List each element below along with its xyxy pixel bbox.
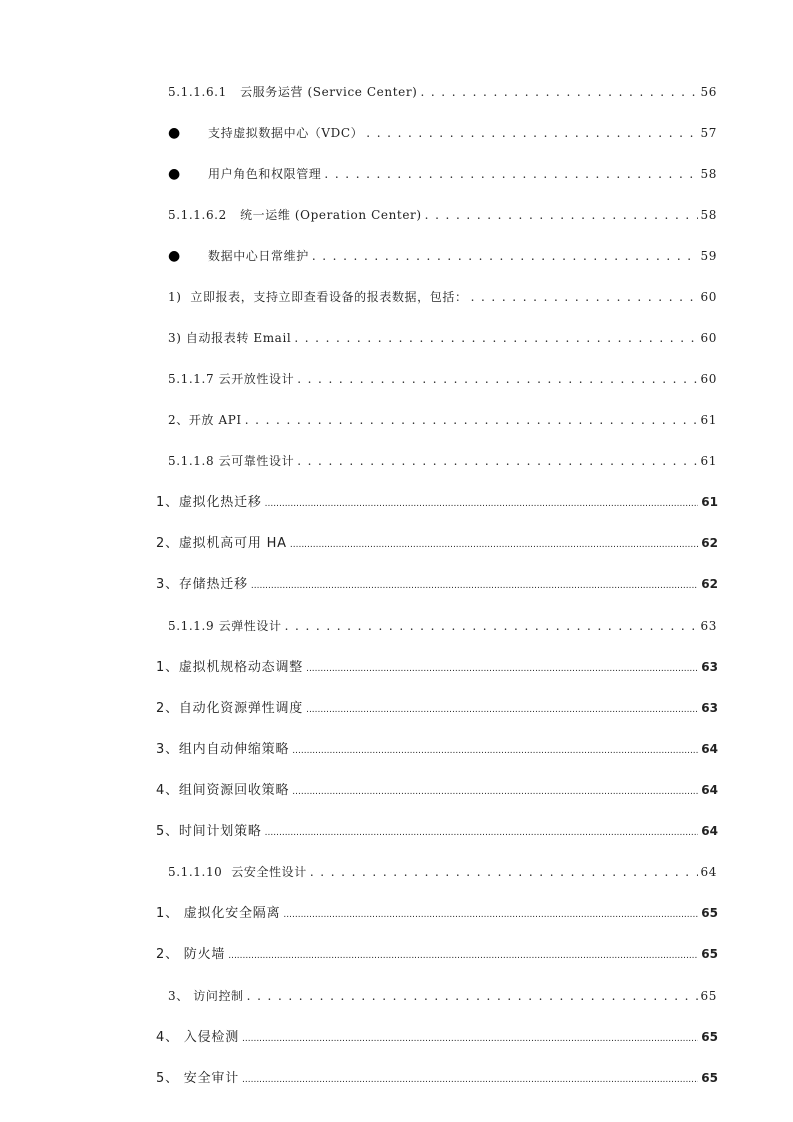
- toc-entry-title: 3、组内自动伸缩策略: [156, 742, 290, 757]
- toc-page-number: 65: [701, 947, 718, 961]
- toc-page-number: 62: [701, 536, 718, 550]
- toc-page-number: 64: [701, 824, 718, 838]
- toc-entry-user-roles[interactable]: [168, 164, 717, 184]
- toc-entry-title: 3、存储热迁移: [156, 577, 248, 592]
- toc-page-number: 65: [701, 1030, 718, 1044]
- toc-entry-cloud-reliability[interactable]: [168, 451, 717, 471]
- toc-entry-open-api[interactable]: [168, 410, 717, 430]
- toc-leader-dots: [290, 534, 698, 553]
- toc-leader-dots: [312, 246, 698, 266]
- toc-page-number: 58: [700, 208, 717, 222]
- toc-entry-title: 5.1.1.8 云可靠性设计: [168, 454, 295, 468]
- toc-entry-title: 1、 虚拟化安全隔离: [156, 906, 281, 921]
- toc-page-number: 64: [701, 742, 718, 756]
- toc-entry-title: 5、 安全审计: [156, 1071, 240, 1086]
- toc-entry-title: 1、虚拟化热迁移: [156, 495, 262, 510]
- toc-leader-dots: [310, 862, 698, 882]
- toc-page-number: 60: [700, 331, 717, 345]
- toc-leader-dots: [420, 82, 697, 102]
- toc-leader-dots: [425, 205, 698, 225]
- toc-entry-service-center[interactable]: [168, 82, 717, 102]
- toc-entry-title: 4、 入侵检测: [156, 1030, 240, 1045]
- toc-leader-dots: [306, 658, 698, 677]
- toc-entry-virtual-isolation[interactable]: [156, 903, 718, 923]
- toc-entry-auto-scheduling[interactable]: [156, 698, 718, 718]
- toc-page-number: 63: [701, 660, 718, 674]
- toc-entry-title: 5.1.1.6.1 云服务运营 (Service Center): [168, 85, 418, 99]
- toc-entry-title: 5、时间计划策略: [156, 824, 262, 839]
- toc-entry-title: 2、虚拟机高可用 HA: [156, 536, 287, 551]
- toc-entry-title: 5.1.1.6.2 统一运维 (Operation Center): [168, 208, 422, 222]
- toc-entry-title: 2、 防火墙: [156, 947, 226, 962]
- toc-page-number: 61: [700, 413, 717, 427]
- toc-leader-dots: [294, 328, 697, 348]
- toc-entry-title: 支持虚拟数据中心（VDC）: [208, 126, 364, 140]
- toc-entry-title: 5.1.1.9 云弹性设计: [168, 619, 282, 633]
- toc-leader-dots: [306, 699, 698, 718]
- toc-entry-access-control[interactable]: [168, 986, 717, 1006]
- toc-leader-dots: [366, 123, 697, 143]
- toc-page-number: 59: [700, 249, 717, 263]
- toc-entry-firewall[interactable]: [156, 944, 718, 964]
- toc-entry-title: 2、开放 API: [168, 413, 242, 427]
- toc-page-number: 57: [700, 126, 717, 140]
- toc-leader-dots: [265, 493, 699, 512]
- toc-entry-title: 5.1.1.10 云安全性设计: [168, 865, 307, 879]
- toc-page-number: 64: [701, 783, 718, 797]
- bullet-icon: ●: [168, 166, 181, 182]
- toc-entry-resource-reclaim[interactable]: [156, 780, 718, 800]
- toc-page-number: 65: [701, 1071, 718, 1085]
- toc-page-number: 63: [700, 619, 717, 633]
- toc-entry-storage-migration[interactable]: [156, 574, 718, 594]
- toc-page-number: 64: [700, 865, 717, 879]
- toc-page-number: 61: [701, 495, 718, 509]
- toc-leader-dots: [242, 1069, 698, 1088]
- toc-entry-title: 用户角色和权限管理: [208, 167, 322, 181]
- toc-leader-dots: [228, 945, 698, 964]
- toc-page-number: 61: [700, 454, 717, 468]
- toc-entry-time-schedule[interactable]: [156, 821, 718, 841]
- toc-entry-title: 数据中心日常维护: [208, 249, 309, 263]
- toc-leader-dots: [285, 616, 698, 636]
- toc-page-number: 60: [700, 372, 717, 386]
- toc-leader-dots: [283, 904, 698, 923]
- toc-page-number: 65: [700, 989, 717, 1003]
- toc-leader-dots: [245, 410, 698, 430]
- toc-entry-title: 3、 访问控制: [168, 989, 244, 1003]
- toc-leader-dots: [292, 781, 698, 800]
- toc-page-number: 63: [701, 701, 718, 715]
- toc-leader-dots: [251, 575, 698, 594]
- toc-entry-vdc[interactable]: [168, 123, 717, 143]
- toc-entry-cloud-openness[interactable]: [168, 369, 717, 389]
- toc-entry-cloud-elasticity[interactable]: [168, 616, 717, 636]
- toc-entry-cloud-security[interactable]: [168, 862, 717, 882]
- toc-leader-dots: [471, 287, 698, 307]
- toc-entry-title: 1) 立即报表，支持立即查看设备的报表数据，包括：: [168, 290, 468, 304]
- toc-entry-title: 3) 自动报表转 Email: [168, 331, 292, 345]
- toc-entry-title: 5.1.1.7 云开放性设计: [168, 372, 295, 386]
- toc-leader-dots: [297, 451, 697, 471]
- toc-entry-title: 2、自动化资源弹性调度: [156, 701, 304, 716]
- toc-entry-vm-ha[interactable]: [156, 533, 718, 553]
- toc-page-number: 58: [700, 167, 717, 181]
- toc-entry-auto-scaling[interactable]: [156, 739, 718, 759]
- toc-entry-instant-report[interactable]: [168, 287, 717, 307]
- toc-leader-dots: [324, 164, 697, 184]
- toc-page-number: 60: [700, 290, 717, 304]
- toc-entry-vm-resize[interactable]: [156, 657, 718, 677]
- bullet-icon: ●: [168, 248, 181, 264]
- toc-entry-security-audit[interactable]: [156, 1068, 718, 1088]
- toc-entry-auto-report-email[interactable]: [168, 328, 717, 348]
- toc-entry-dc-maintenance[interactable]: [168, 246, 717, 266]
- bullet-icon: ●: [168, 125, 181, 141]
- toc-page-number: 65: [701, 906, 718, 920]
- toc-page-number: 56: [700, 85, 717, 99]
- toc-entry-intrusion-detection[interactable]: [156, 1027, 718, 1047]
- toc-leader-dots: [292, 740, 698, 759]
- toc-entry-title: 4、组间资源回收策略: [156, 783, 290, 798]
- toc-leader-dots: [242, 1028, 698, 1047]
- toc-entry-live-migration[interactable]: [156, 492, 718, 512]
- toc-leader-dots: [247, 986, 698, 1006]
- toc-page-number: 62: [701, 577, 718, 591]
- toc-leader-dots: [265, 822, 699, 841]
- toc-leader-dots: [297, 369, 697, 389]
- toc-entry-operation-center[interactable]: [168, 205, 717, 225]
- toc-entry-title: 1、虚拟机规格动态调整: [156, 660, 304, 675]
